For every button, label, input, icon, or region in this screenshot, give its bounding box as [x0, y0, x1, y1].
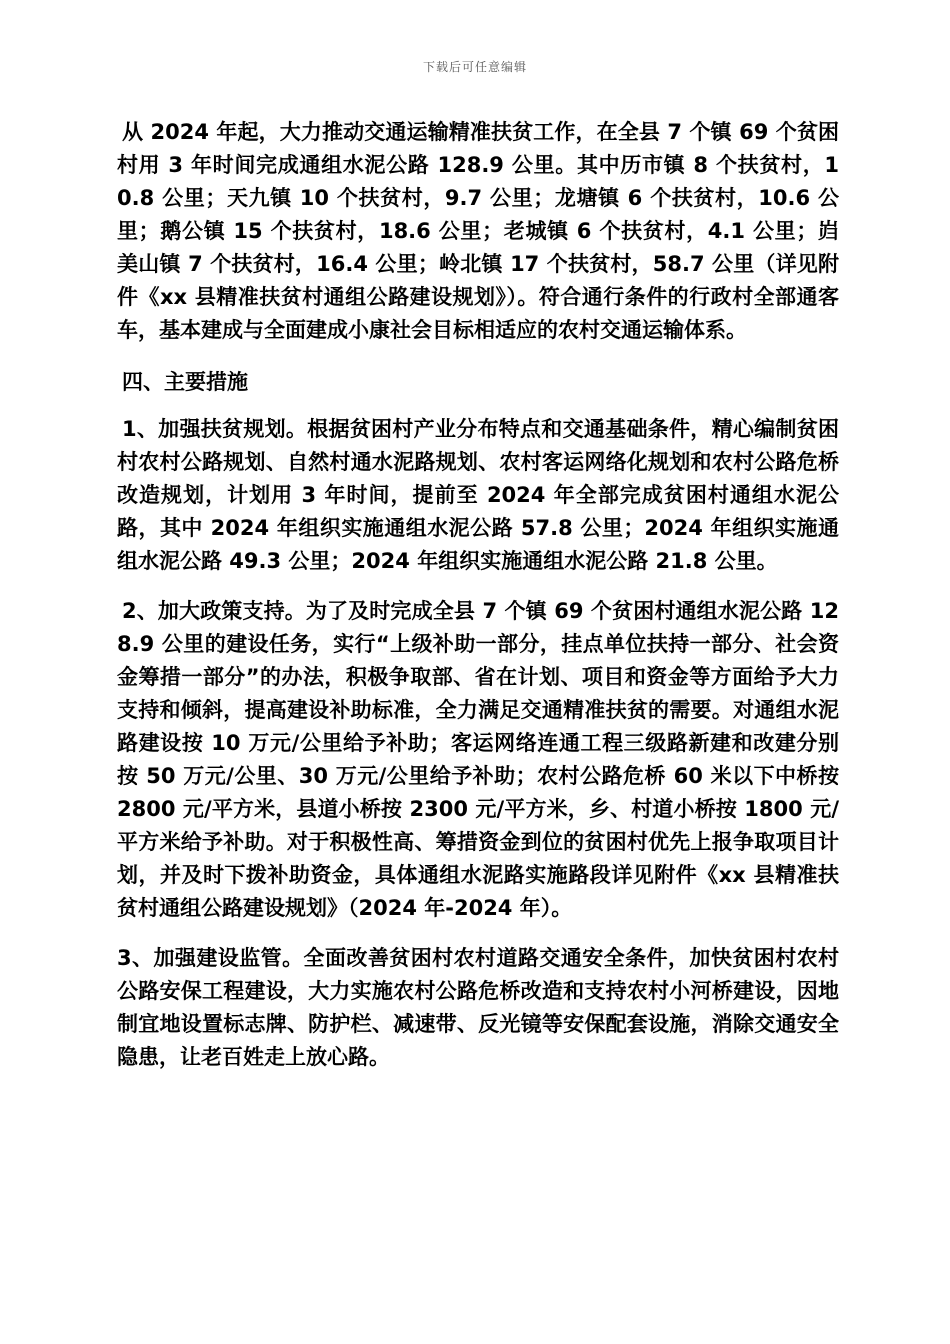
measure-planning: 1、加强扶贫规划。根据贫困村产业分布特点和交通基础条件，精心编制贫困村农村公路规划、自然村通水泥路规划、农村客运网络化规划和农村公路危桥改造规划，计划用 3 年时间，提前至 2024 年全部完成贫困村通组水泥公路，其中 2024 年组织实施通组水泥公路 57.8 公里；2024 年组织实施通组水泥公路 49.3 公里；2024 年组织实施通组水泥公路 21.8 公里。: [117, 417, 839, 573]
measure-construction-supervision: 3、加强建设监管。全面改善贫困村农村道路交通安全条件，加快贫困村农村公路安保工程建设，大力实施农村公路危桥改造和支持农村小河桥建设，因地制宜地设置标志牌、防护栏、减速带、反光镜等安保配套设施，消除交通安全隐患，让老百姓走上放心路。: [117, 946, 839, 1069]
document-body: [117, 116, 839, 1074]
paragraph-goals: 从 2024 年起，大力推动交通运输精准扶贫工作，在全县 7 个镇 69 个贫困村用 3 年时间完成通组水泥公路 128.9 公里。其中历市镇 8 个扶贫村，10.8 公里；天九镇 10 个扶贫村，9.7 公里；龙塘镇 6 个扶贫村，10.6 公里；鹅公镇 15 个扶贫村，18.6 公里；老城镇 6 个扶贫村，4.1 公里；岿美山镇 7 个扶贫村，16.4 公里；岭北镇 17 个扶贫村，58.7 公里（详见附件《xx 县精准扶贫村通组公路建设规划》）。符合通行条件的行政村全部通客车，基本建成与全面建成小康社会目标相适应的农村交通运输体系。: [117, 120, 839, 342]
section-heading: 四、主要措施: [122, 370, 248, 394]
page-header-note: 下载后可任意编辑: [422, 60, 527, 74]
measure-policy-support: 2、加大政策支持。为了及时完成全县 7 个镇 69 个贫困村通组水泥公路 128.9 公里的建设任务，实行“上级补助一部分，挂点单位扶持一部分、社会资金筹措一部分”的办法，积极争取部、省在计划、项目和资金等方面给予大力支持和倾斜，提高建设补助标准，全力满足交通精准扶贫的需要。对通组水泥路建设按 10 万元/公里给予补助；客运网络连通工程三级路新建和改建分别按 50 万元/公里、30 万元/公里给予补助；农村公路危桥 60 米以下中桥按 2800 元/平方米，县道小桥按 2300 元/平方米，乡、村道小桥按 1800 元/平方米给予补助。对于积极性高、筹措资金到位的贫困村优先上报争取项目计划，并及时下拨补助资金，具体通组水泥路实施路段详见附件《xx 县精准扶贫村通组公路建设规划》（2024 年-2024 年）。: [117, 599, 839, 920]
